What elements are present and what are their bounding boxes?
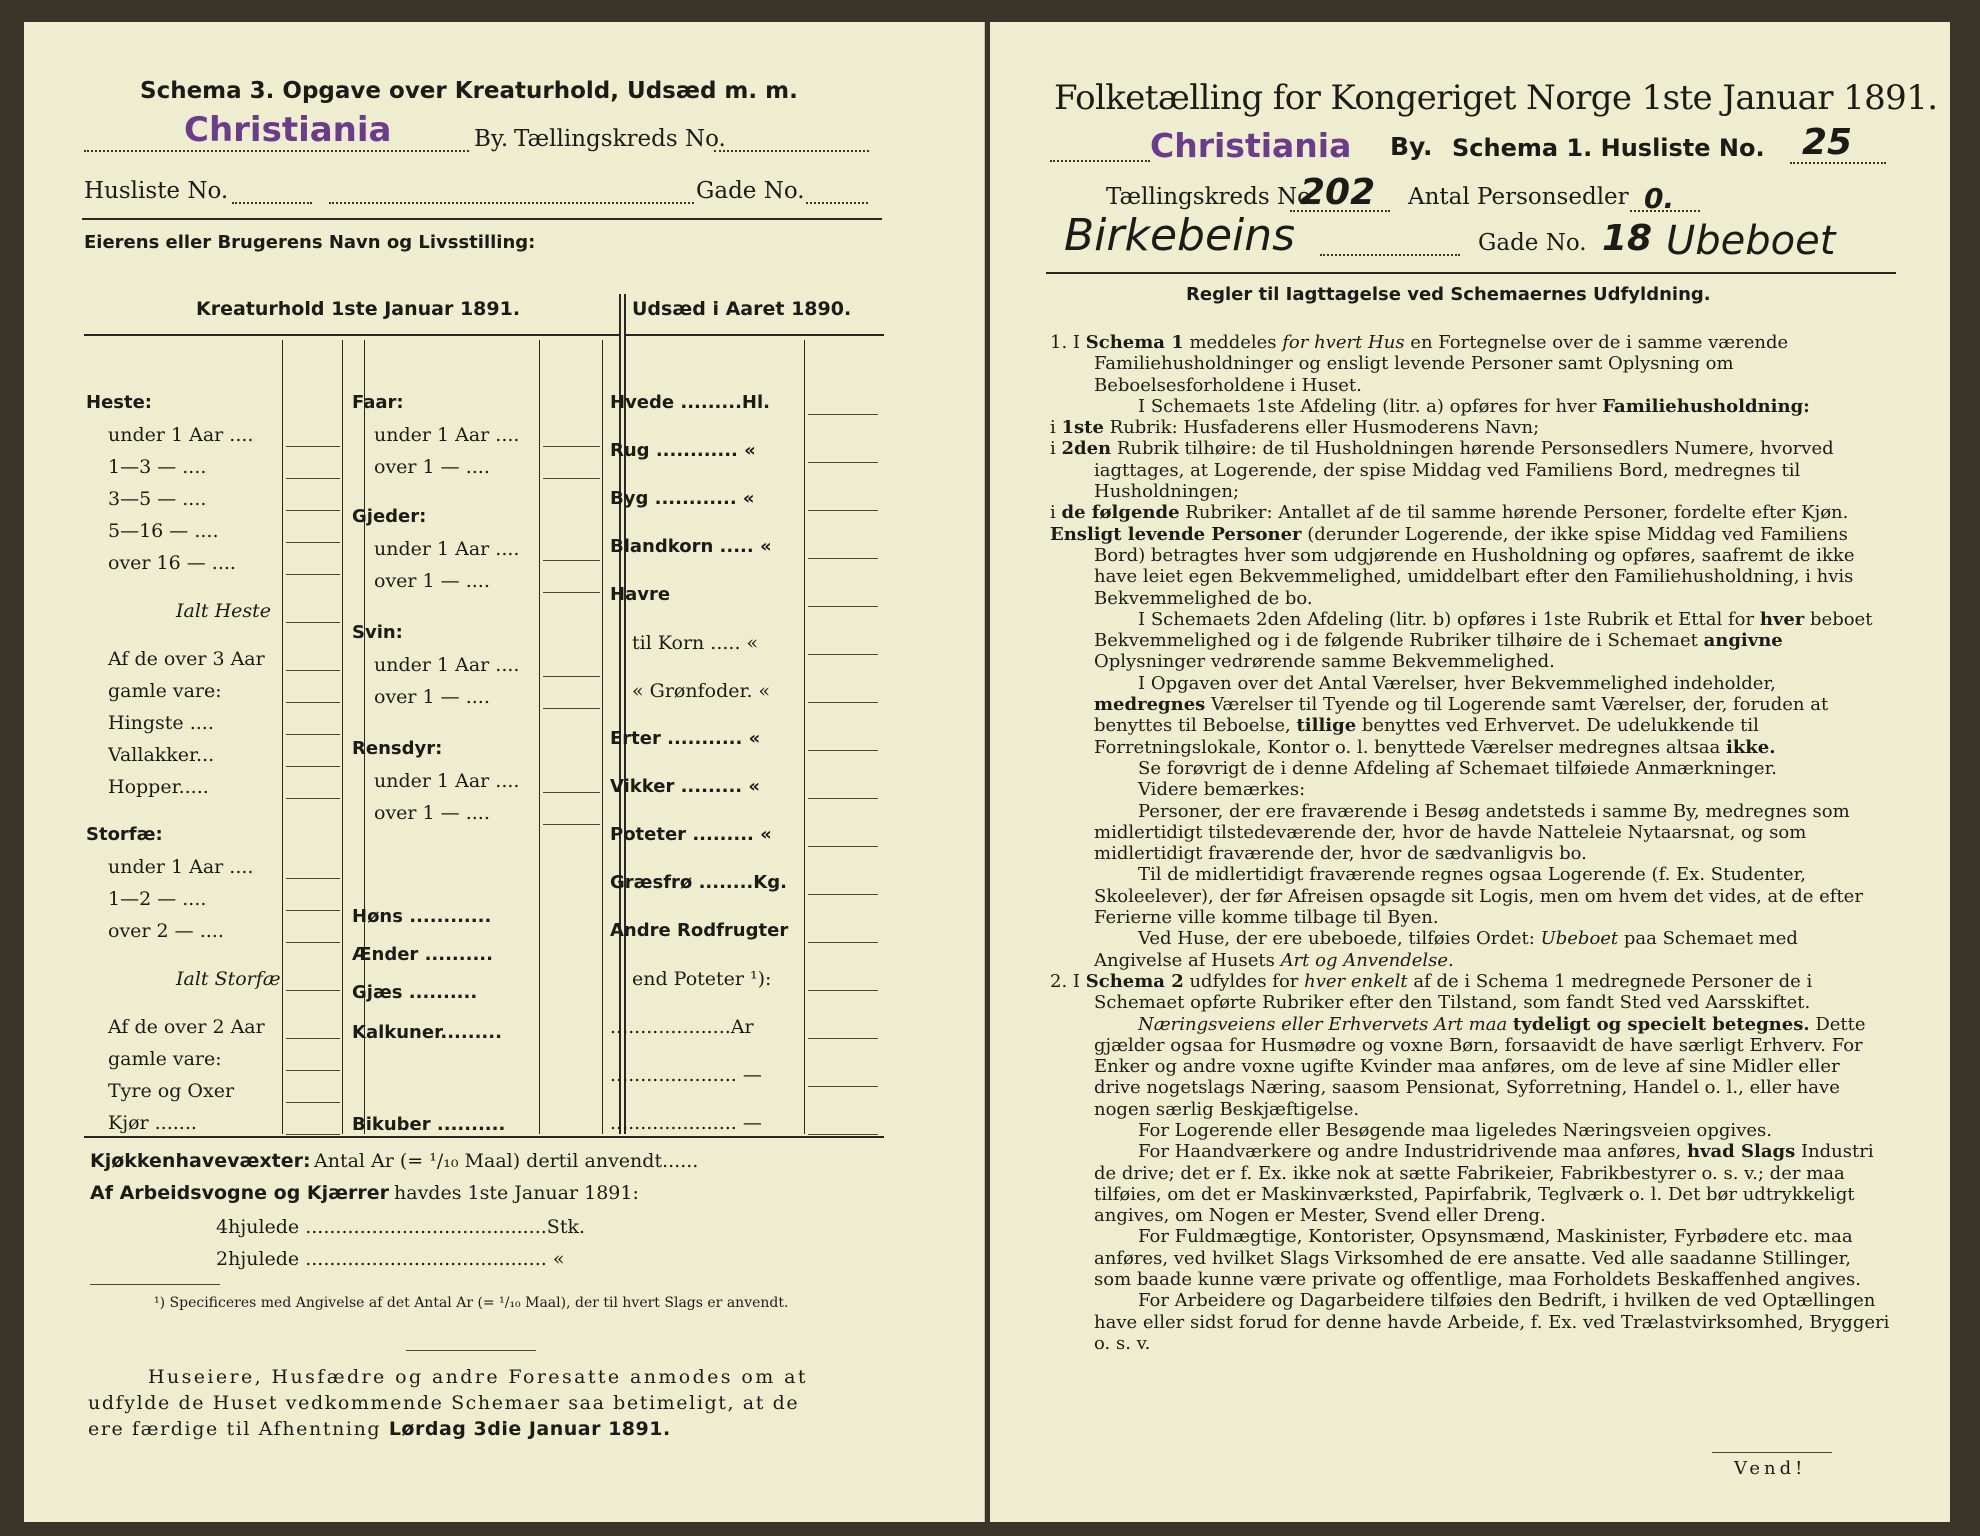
taellingskreds-label: Tællingskreds No. [1106,184,1318,210]
schema-1-label: Schema 1. Husliste No. [1452,134,1765,162]
col1-row: Hingste .... [108,712,214,734]
col2-row: Gjeder: [352,506,427,527]
col2-row: under 1 Aar .... [374,538,520,560]
col3-row: til Korn ..... « [632,632,759,654]
left-page-schema-3 [24,22,985,1522]
col1-row: Hopper..... [108,776,209,798]
col1-row: under 1 Aar .... [108,424,254,446]
col1-row: gamle vare: [108,1048,222,1070]
col3-row: ..................... — [610,1112,762,1134]
col3-row: Poteter ......... « [610,824,772,845]
col2-row: over 1 — .... [374,802,490,824]
rule-paragraph: For Fuldmægtige, Kontorister, Opsynsmænd, Maskinister, Fyrbødere etc. maa anføres, ved hvilket Slags Virksomhed de ere ansatte. Ved alle saadanne Stillinger, som baade kunne være private og offentlige, maa Forholdets Beskaffenhed angives. [1094,1226,1861,1291]
kjokken-label: Kjøkkenhavevæxter: [90,1150,311,1172]
closing-date: Lørdag 3die Januar 1891. [388,1418,671,1440]
col1-row: gamle vare: [108,680,222,702]
col1-row: Heste: [86,392,152,413]
rules-text [1050,332,1890,1354]
rule-paragraph: i de følgende Rubriker: Antallet af de til samme hørende Personer, fordelte efter Kjøn. [1050,502,1849,524]
antal-personsedler-value: 0. [1644,182,1675,215]
col2-row: over 1 — .... [374,570,490,592]
footnote: ¹) Specificeres med Angivelse af det Antal Ar (= ¹/₁₀ Maal), der til hvert Slags er anvendt. [154,1295,789,1311]
col2-row: Svin: [352,622,403,643]
rule-paragraph: Ved Huse, der ere ubeboede, tilføies Ordet: Ubeboet paa Schemaet med Angivelse af Husets Art og Anvendelse. [1094,928,1798,971]
col1-row: Kjør ....... [108,1112,197,1134]
rule-paragraph: Videre bemærkes: [1138,779,1306,801]
kjokken-text: Antal Ar (= ¹/₁₀ Maal) dertil anvendt...... [314,1150,699,1172]
col1-row: over 2 — .... [108,920,224,942]
col2-row: under 1 Aar .... [374,770,520,792]
col1-row: Tyre og Oxer [108,1080,235,1102]
col3-row: Rug ............ « [610,440,756,461]
gade-no: 18 [1602,218,1653,259]
col1-row: Ialt Storfæ [176,968,281,990]
col1-row: 1—3 — .... [108,456,207,478]
col1-row: over 16 — .... [108,552,236,574]
ubeboet-note: Ubeboet [1666,218,1836,264]
col3-row: Byg ............ « [610,488,755,509]
rule-paragraph: 2. I Schema 2 udfyldes for hver enkelt af de i Schema 1 medregnede Personer de i Schemaet opførte Rubriker efter den Tilstand, som fandt Sted ved Aarsskiftet. [1050,970,1813,1014]
rule-paragraph: For Arbeidere og Dagarbeidere tilføies den Bedrift, i hvilken de ved Optællingen have eller sidst forud for denne havde Arbeide, f. Ex. ved Trælastvirksomhed, Bryggeri o. s. v. [1094,1290,1890,1354]
vend-note: Vend! [1734,1458,1807,1479]
col1-row: 5—16 — .... [108,520,219,542]
udsaed-heading: Udsæd i Aaret 1890. [632,298,852,320]
col3-row: ..................... — [610,1064,762,1086]
rules-title: Regler til Iagttagelse ved Schemaernes Udfyldning. [1186,284,1711,305]
col2-row: Ænder .......... [352,944,493,965]
col1-row: Af de over 3 Aar [108,648,265,670]
rule-paragraph: Ensligt levende Personer (derunder Logerende, der ikke spise Middag ved Familiens Bord) betragtes hver som udgjørende en Husholdning og opføres, saafremt de ikke have leiet egen Bekvemmelighed, umiddelbart efter den Familiehusholdning, i hvis Bekvemmelighed de bo. [1050,523,1855,609]
col1-row: 3—5 — .... [108,488,207,510]
street-handwritten: Birkebeins [1064,210,1296,261]
col3-row: Andre Rodfrugter [610,920,789,941]
rule-paragraph: Til de midlertidigt fraværende regnes ogsaa Logerende (f. Ex. Studenter, Skoleelever), der før Afreisen opsagde sit Logis, men om hvem det vides, at de efter Ferierne ville komme tilbage til Byen. [1094,864,1863,929]
antal-personsedler-label: Antal Personsedler [1408,184,1629,210]
gade-label: Gade No. [696,178,805,204]
col3-row: Erter ........... « [610,728,761,749]
col2-row: over 1 — .... [374,456,490,478]
col3-row: « Grønfoder. « [632,680,771,702]
city-handwritten: Christiania [1150,126,1352,165]
col3-row: Havre [610,584,671,605]
by-label: By. [1390,132,1433,161]
col3-row: Blandkorn ..... « [610,536,772,557]
rule-paragraph: i 2den Rubrik tilhøire: de til Husholdningen hørende Personsedlers Numere, hvorved iagttages, at Logerende, der spise Middag ved Familiens Bord, medregnes til Husholdningen; [1050,438,1834,503]
col2-row: Kalkuner......... [352,1022,502,1043]
closing-line-1: Huseiere, Husfædre og andre Foresatte anmodes om at [148,1366,808,1388]
arbeidsvogne-label: Af Arbeidsvogne og Kjærrer [90,1182,390,1204]
col1-row: Storfæ: [86,824,163,845]
husliste-no: 25 [1802,122,1853,163]
rule-paragraph: Se forøvrigt de i denne Afdeling af Schemaet tilføiede Anmærkninger. [1138,757,1777,779]
hjulede-2: 2hjulede ........................................ « [216,1248,565,1270]
right-page-schema-1 [990,22,1950,1522]
col2-row: Gjæs .......... [352,982,478,1003]
owner-label: Eierens eller Brugerens Navn og Livsstilling: [84,232,536,253]
rule-paragraph: Personer, der ere fraværende i Besøg andetsteds i samme By, medregnes som midlertidigt tilstedeværende der, hvor de havde Natteleie Nytaarsnat, og som midlertidigt fraværende der, hvor de sædvanligvis bo. [1094,800,1850,865]
rule-paragraph: I Opgaven over det Antal Værelser, hver Bekvemmelighed indeholder, medregnes Værelser til Tyende og til Logerende samt Værelser, der, foruden at benyttes til Beboelse, tillige benyttes ved Erhvervet. De udelukkende til Forretningslokale, Kontor o. l. benyttede Værelser medregnes altsaa ikke. [1094,672,1829,758]
closing-line-2: udfylde de Huset vedkommende Schemaer saa betimeligt, at de [88,1392,800,1414]
kreaturhold-heading: Kreaturhold 1ste Januar 1891. [196,298,521,320]
husliste-label: Husliste No. [84,178,229,204]
col2-row: Bikuber .......... [352,1114,506,1135]
taellingskreds-no: 202 [1300,172,1376,213]
city-handwritten: Christiania [184,110,392,150]
col2-row: Rensdyr: [352,738,443,759]
col3-row: Hvede .........Hl. [610,392,770,413]
rule-paragraph: For Logerende eller Besøgende maa ligeledes Næringsveien opgives. [1138,1119,1772,1141]
rule-paragraph: 1. I Schema 1 meddeles for hvert Hus en Fortegnelse over de i samme værende Familiehusholdninger og ensligt levende Personer samt Oplysning om Beboelsesforholdene i Huset. [1050,332,1789,396]
gade-label: Gade No. [1478,230,1587,256]
col1-row: 1—2 — .... [108,888,207,910]
census-title: Folketælling for Kongeriget Norge 1ste Januar 1891. [1054,78,1938,118]
col3-row: Græsfrø ........Kg. [610,872,787,893]
col3-row: Vikker ......... « [610,776,761,797]
by-label: By. [474,126,509,152]
rule-paragraph: I Schemaets 1ste Afdeling (litr. a) opføres for hver Familiehusholdning: [1138,395,1810,417]
col3-row: end Poteter ¹): [632,968,772,990]
rule-paragraph: Næringsveiens eller Erhvervets Art maa tydeligt og specielt betegnes. Dette gjælder ogsaa for Husmødre og voxne Børn, forsaavidt de have særligt Erhverv. For Enker og andre voxne ugifte Kvinder maa anføres, om de leve af sine Midler eller drive nogetslags Næring, saasom Pensionat, Syforretning, Handel o. l., eller have nogen særlig Beskjæftigelse. [1094,1013,1866,1120]
col2-row: under 1 Aar .... [374,654,520,676]
col2-row: under 1 Aar .... [374,424,520,446]
col1-row: Vallakker... [108,744,215,766]
rule-paragraph: i 1ste Rubrik: Husfaderens eller Husmoderens Navn; [1050,417,1540,439]
rule-paragraph: I Schemaets 2den Afdeling (litr. b) opføres i 1ste Rubrik et Ettal for hver beboet Bekvemmelighed og i de følgende Rubriker tilhøire de i Schemaet angivne Oplysninger vedrørende samme Bekvemmelighed. [1094,608,1873,673]
taellingskreds-label: Tællingskreds No. [514,126,726,152]
rule-paragraph: For Haandværkere og andre Industridrivende maa anføres, hvad Slags Industri de drive; det er f. Ex. ikke nok at sætte Fabrikeier, Fabrikbestyrer o. s. v.; der maa tilføies, om det er Maskinværksted, Papirfabrik, Teglværk o. l. Det bør udtrykkeligt angives, om Nogen er Mester, Svend eller Dreng. [1094,1141,1874,1227]
col1-row: under 1 Aar .... [108,856,254,878]
col2-row: over 1 — .... [374,686,490,708]
col1-row: Af de over 2 Aar [108,1016,265,1038]
arbeidsvogne-text: havdes 1ste Januar 1891: [394,1182,639,1204]
col1-row: Ialt Heste [176,600,272,622]
schema-3-title: Schema 3. Opgave over Kreaturhold, Udsæd m. m. [140,78,798,104]
col2-row: Høns ............ [352,906,492,927]
col2-row: Faar: [352,392,404,413]
closing-line-3: ere færdige til Afhentning [88,1418,382,1440]
hjulede-4: 4hjulede ........................................Stk. [216,1216,586,1238]
col3-row: ....................Ar [610,1016,754,1038]
